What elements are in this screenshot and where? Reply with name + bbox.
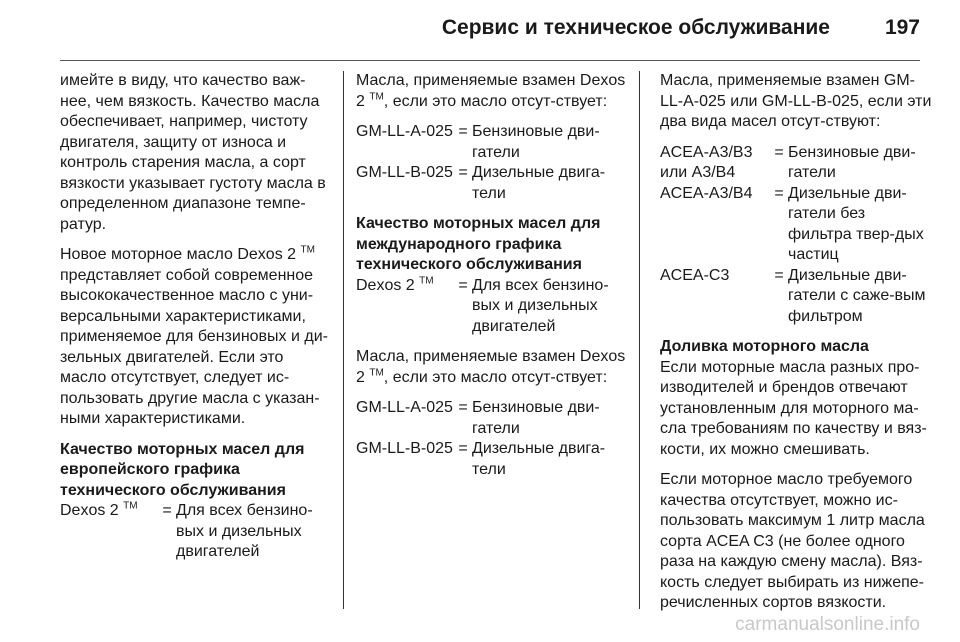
paragraph-acea-c3: Если моторное масло требуемого качества отсутствует, можно ис-пользовать максимум 1 литр масла сорта ACEA C3 (не более одного раза на каждую смену масла). Вяз-кость следует выбирать из нижепе-речисленных сортов вязкости. xyxy=(660,471,925,611)
column-divider-2 xyxy=(639,71,640,609)
definition-term: Dexos 2 ™ xyxy=(60,500,138,519)
definition-term: ACEA-C3 xyxy=(660,266,730,284)
definition-equals: = xyxy=(458,164,468,181)
section-title: Сервис и техническое обслуживание xyxy=(441,16,830,39)
definition-row xyxy=(356,276,626,338)
paragraph-substitutes-1: Масла, применяемые взамен Dexos 2 ™, если это масло отсут-ствует: xyxy=(356,72,626,110)
definition-row xyxy=(60,501,330,563)
column-1 xyxy=(60,71,330,563)
definition-text: Бензиновые дви-гатели xyxy=(472,399,600,437)
definition-text: Дизельные двига-тели xyxy=(472,164,606,202)
definition-text: Дизельные двига-тели xyxy=(472,440,606,478)
watermark: carmanualsonline.info xyxy=(735,614,920,635)
column-divider-1 xyxy=(343,71,344,609)
definition-equals: = xyxy=(774,184,784,202)
definition-list-acea xyxy=(660,143,932,328)
definition-list-1 xyxy=(356,122,626,204)
definition-equals: = xyxy=(458,399,468,416)
page-header xyxy=(0,0,960,62)
definition-row xyxy=(356,439,626,480)
definition-term: ACEA-A3/B3 или A3/B4 xyxy=(660,143,753,181)
column-3 xyxy=(660,71,932,624)
definition-term: GM-LL-B-025 xyxy=(356,440,453,457)
column-2 xyxy=(356,71,626,490)
definition-text: Бензиновые дви-гатели xyxy=(788,143,916,181)
page-number: 197 xyxy=(884,16,920,39)
paragraph-substitutes-2: Масла, применяемые взамен Dexos 2 ™, если это масло отсут-ствует: xyxy=(356,348,626,386)
paragraph-viscosity: имейте в виду, что качество важ-нее, чем вязкость. Качество масла обеспечивает, например, чистоту двигателя, защиту от износа и контроль старения масла, а сорт вязкости указывает густоту масла в определенном диапазоне темпе-ратур. xyxy=(60,72,326,233)
definition-list-2 xyxy=(356,398,626,480)
paragraph-mixing: Если моторные масла разных про-изводителей и брендов отвечают установленным для моторного ма-сла требованиям по качеству и вяз-кости, их можно смешивать. xyxy=(660,358,927,458)
trademark: TM xyxy=(369,91,384,103)
definition-row xyxy=(660,184,932,266)
definition-row xyxy=(356,398,626,439)
definition-equals: = xyxy=(162,502,172,519)
definition-text: Дизельные дви-гатели с саже-вым фильтром xyxy=(788,266,926,325)
definition-equals: = xyxy=(774,266,784,284)
definition-text: Для всех бензино-вых и дизельных двигателей xyxy=(176,502,313,560)
heading-international-schedule: Качество моторных масел для международного графика технического обслуживания xyxy=(356,215,601,273)
definition-text: Дизельные дви-гатели без фильтра твер-дых частиц xyxy=(788,184,924,263)
definition-row xyxy=(660,143,932,184)
definition-row xyxy=(356,122,626,163)
definition-equals: = xyxy=(458,276,468,294)
trademark: TM xyxy=(369,367,384,379)
definition-equals: = xyxy=(458,123,468,140)
definition-equals: = xyxy=(458,440,468,457)
definition-text: Для всех бензино-вых и дизельных двигателей xyxy=(472,276,609,335)
dexos-text-b: представляет собой современное высококачественное масло с уни-версальными характеристиками, применяемое для бензиновых и ди-зельных двигателей. Если это масло отсутствует, следует ис-пользовать другие масла с указан-ными характеристиками. xyxy=(60,266,328,427)
definition-text: Бензиновые дви-гатели xyxy=(472,123,600,161)
definition-row xyxy=(660,266,932,328)
header-divider xyxy=(60,60,920,61)
heading-topping-up: Доливка моторного масла xyxy=(660,338,869,355)
definition-list-dexos xyxy=(356,276,626,338)
paragraph-substitutes-3: Масла, применяемые взамен GM-LL-A-025 или GM-LL-B-025, если эти два вида масел отсут-ствуют: xyxy=(660,72,932,130)
definition-term: GM-LL-B-025 xyxy=(356,164,453,181)
definition-term: ACEA-A3/B4 xyxy=(660,184,753,202)
heading-european-schedule: Качество моторных масел для европейского графика технического обслуживания xyxy=(60,440,305,499)
paragraph-dexos xyxy=(60,245,330,430)
dexos-text-a: Новое моторное масло Dexos 2 xyxy=(60,246,301,263)
definition-row xyxy=(356,163,626,204)
definition-term: GM-LL-A-025 xyxy=(356,399,453,416)
definition-term: GM-LL-A-025 xyxy=(356,123,453,140)
definition-term: Dexos 2 ™ xyxy=(356,275,434,294)
definition-equals: = xyxy=(774,143,784,161)
trademark: TM xyxy=(300,244,315,256)
